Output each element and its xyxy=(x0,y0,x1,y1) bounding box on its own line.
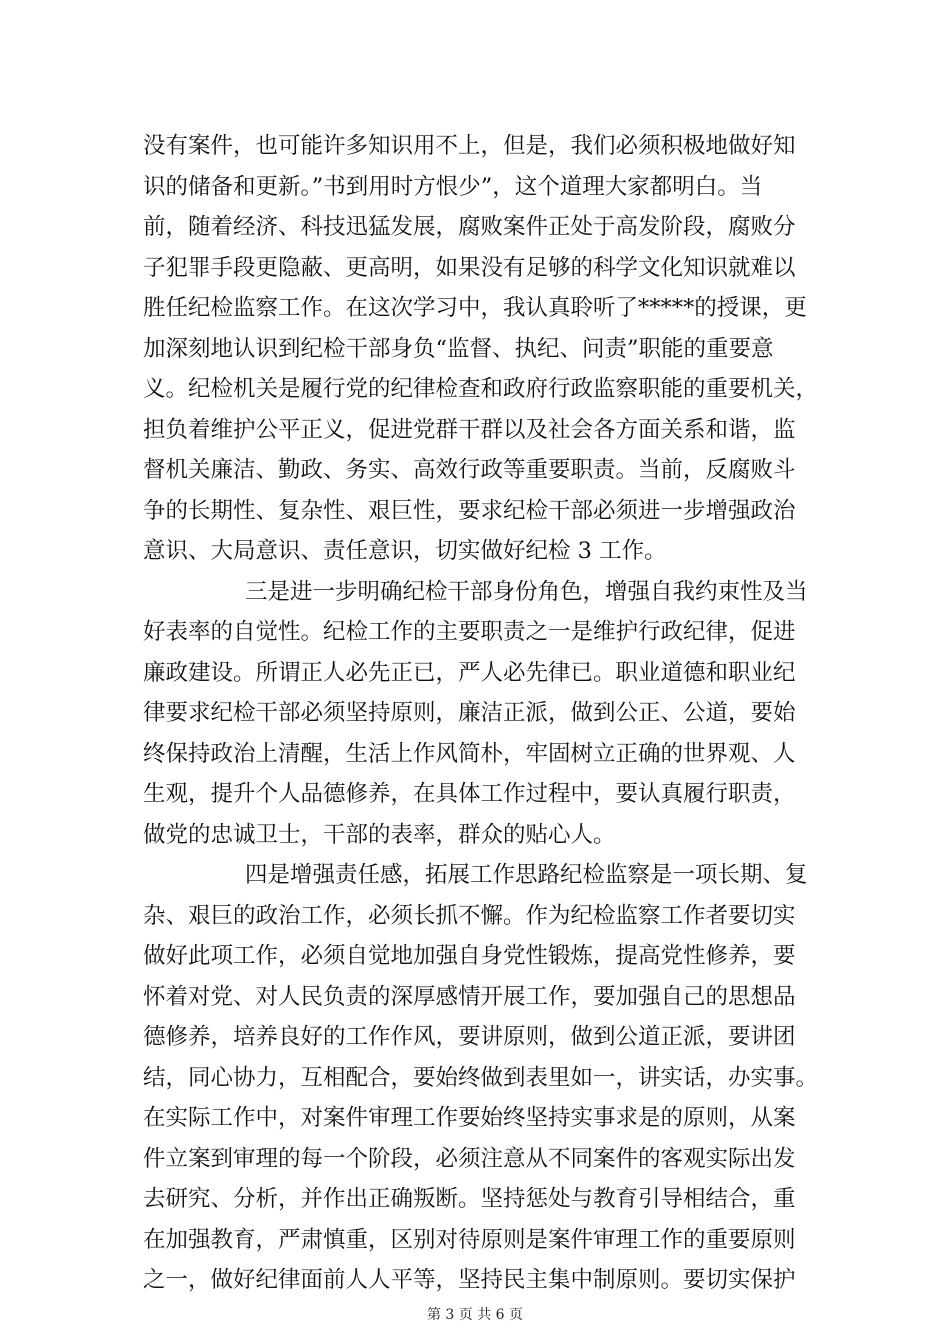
text-line: 结，同心协力，互相配合，要始终做到表里如一，讲实话，办实事。 xyxy=(143,1064,819,1091)
text-line: 怀着对党、对人民负责的深厚感情开展工作，要加强自己的思想品 xyxy=(143,983,796,1010)
text-line: 杂、艰巨的政治工作，必须长抓不懈。作为纪检监察工作者要切实 xyxy=(143,902,796,929)
text-line: 加深刻地认识到纪检干部身负“监督、执纪、问责”职能的重要意 xyxy=(143,335,774,362)
text-line: 争的长期性、复杂性、艰巨性，要求纪检干部必须进一步增强政治 xyxy=(143,497,796,524)
text-line: 没有案件，也可能许多知识用不上，但是，我们必须积极地做好知 xyxy=(143,133,796,159)
text-line: 胜任纪检监察工作。在这次学习中，我认真聆听了*****的授课，更 xyxy=(143,295,807,321)
text-line: 律要求纪检干部必须坚持原则，廉洁正派，做到公正、公道，要始 xyxy=(143,700,796,726)
text-line: 子犯罪手段更隐蔽、更高明，如果没有足够的科学文化知识就难以 xyxy=(143,254,796,281)
text-line: 生观，提升个人品德修养，在具体工作过程中，要认真履行职责， xyxy=(143,781,796,807)
text-line: 意识、大局意识、责任意识，切实做好纪检 3 工作。 xyxy=(143,538,667,564)
text-line: 做党的忠诚卫士，干部的表率，群众的贴心人。 xyxy=(143,821,616,848)
paragraph-4-first-line: 四是增强责任感，拓展工作思路纪检监察是一项长期、复 xyxy=(245,862,808,888)
text-line: 识的储备和更新。”书到用时方恨少”，这个道理大家都明白。当 xyxy=(143,173,763,200)
text-line: 件立案到审理的每一个阶段，必须注意从不同案件的客观实际出发 xyxy=(143,1145,796,1172)
text-line: 之一，做好纪律面前人人平等，坚持民主集中制原则。要切实保护 xyxy=(143,1267,796,1293)
page-footer: 第 3 页 共 6 页 xyxy=(426,1306,524,1323)
text-line: 在实际工作中，对案件审理工作要始终坚持实事求是的原则，从案 xyxy=(143,1105,796,1131)
text-line: 督机关廉洁、勤政、务实、高效行政等重要职责。当前，反腐败斗 xyxy=(143,457,796,483)
text-line: 终保持政治上清醒，生活上作风简朴，牢固树立正确的世界观、人 xyxy=(143,740,796,767)
text-line: 廉政建设。所谓正人必先正已，严人必先律已。职业道德和职业纪 xyxy=(143,659,796,686)
text-line: 前，随着经济、科技迅猛发展，腐败案件正处于高发阶段，腐败分 xyxy=(143,214,796,240)
text-line: 去研究、分析，并作出正确叛断。坚持惩处与教育引导相结合，重 xyxy=(143,1186,796,1212)
text-line: 做好此项工作，必须自觉地加强自身党性锻炼，提高党性修养，要 xyxy=(143,943,796,969)
text-line: 好表率的自觉性。纪检工作的主要职责之一是维护行政纪律，促进 xyxy=(143,619,796,645)
paragraph-3-first-line: 三是进一步明确纪检干部身份角色，增强自我约束性及当 xyxy=(245,578,808,605)
text-line: 担负着维护公平正义，促进党群干群以及社会各方面关系和谐，监 xyxy=(143,416,796,443)
text-line: 义。纪检机关是履行党的纪律检查和政府行政监察职能的重要机关， xyxy=(143,376,819,402)
text-line: 在加强教育，严肃慎重，区别对待原则是案件审理工作的重要原则 xyxy=(143,1226,796,1253)
text-line: 德修养，培养良好的工作作风，要讲原则，做到公道正派，要讲团 xyxy=(143,1024,796,1050)
